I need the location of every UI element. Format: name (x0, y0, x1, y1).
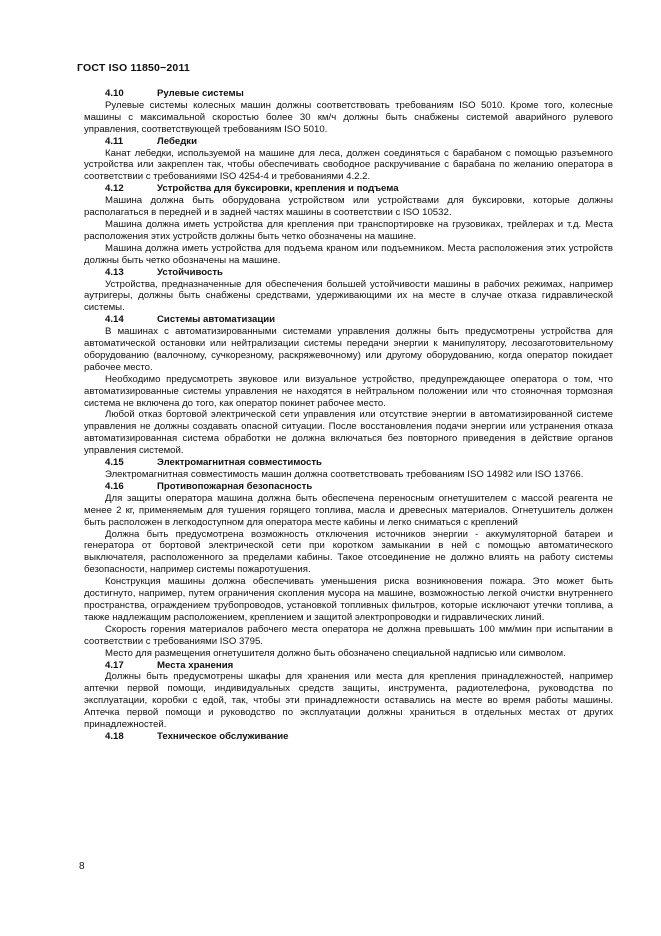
paragraph: Конструкция машины должна обеспечивать уменьшения риска возникновения пожара. Это может быть достигнуто, например, путем ограничения скопления мусора на машине, возможностью легкой очистки внутреннего пространства, ограждением трубопроводов, установкой топливных фильтров, которые исключают утечки топлива, а также надлежащим расположением, креплением и защитой электропроводки и гидравлических линий. (84, 576, 613, 623)
paragraph: Рулевые системы колесных машин должны соответствовать требованиям ISO 5010. Кроме того, колесные машины с максимальной скоростью более 30 км/ч должны быть снабжены системой аварийного рулевого управления, соответствующей требованиям ISO 5010. (84, 99, 613, 135)
section-heading: 4.11 Лебедки (105, 135, 197, 147)
paragraph: Электромагнитная совместимость машин должна соответствовать требованиям ISO 14982 или ISO 13766. (105, 469, 584, 480)
section-heading: 4.16 Противопожарная безопасность (105, 480, 313, 492)
paragraph: Место для размещения огнетушителя должно быть обозначено специальной надписью или символом. (105, 647, 566, 659)
section-heading: 4.15 Электромагнитная совместимость (105, 457, 322, 469)
section-heading: 4.10 Рулевые системы (105, 88, 244, 99)
section-heading: 4.18 Техническое обслуживание (105, 730, 289, 742)
paragraph: Любой отказ бортовой электрической сети управления или отсутствие энергии в автоматизированной системе управления не должны создавать опасной ситуации. После восстановления подачи энергии или устранения отказа автоматизированная система обработки не должна включаться без повторного приведения в действие органов управления системой. (84, 409, 613, 457)
paragraph: Машина должна иметь устройства для крепления при транспортировке на грузовиках, трейлерах и т.д. Места расположения этих устройств должны быть четко обозначены на машине. (84, 218, 613, 242)
document-body (84, 88, 613, 743)
document-header: ГОСТ ISO 11850−2011 (77, 62, 190, 74)
section-heading: 4.12 Устройства для буксировки, крепления и подъема (105, 183, 399, 195)
paragraph: Скорость горения материалов рабочего места оператора не должна превышать 100 мм/мин при испытании в соответствии с требованиями ISO 3795. (84, 623, 613, 647)
paragraph: Должны быть предусмотрены шкафы для хранения или места для крепления принадлежностей, например аптечки первой помощи, индивидуальных средств защиты, инструмента, радиотелефона, руководства по эксплуатации, коробки с едой, так, чтобы эти принадлежности оставались на месте во время работы машины. Аптечка первой помощи и руководство по эксплуатации должны храниться в отдельных местах от других принадлежностей. (84, 671, 613, 731)
paragraph: Машина должна иметь устройства для подъема краном или подъемником. Места расположения этих устройств должны быть четко обозначены на машине. (84, 242, 613, 266)
section-heading: 4.14 Системы автоматизации (105, 314, 276, 326)
paragraph: В машинах с автоматизированными системами управления должны быть предусмотрены устройства для автоматической остановки или нейтрализации системы передачи энергии к манипулятору, лесозаготовительному оборудованию (валочному, сучкорезному, раскряжевочному) или другому оборудованию, когда оператор покидает рабочее место. (84, 326, 613, 373)
paragraph: Для защиты оператора машина должна быть обеспечена переносным огнетушителем с массой реагента не менее 2 кг, применяемым для тушения горящего топлива, масла и древесных материалов. Огнетушитель должен быть расположен в легкодоступном для оператора месте кабины и легко сниматься с креплений (84, 492, 613, 528)
paragraph: Канат лебедки, используемой на машине для леса, должен соединяться с барабаном с помощью разъемного устройства или закреплен так, чтобы обеспечивать свободное раскручивание с барабана по желанию оператора в соответствии с требованиями ISO 4254-4 и требованиями 4.2.2. (84, 147, 613, 183)
paragraph: Необходимо предусмотреть звуковое или визуальное устройство, предупреждающее оператора о том, что автоматизированные системы управления не находятся в нейтральном положении или что стояночная тормозная система не включена до того, как оператор покинет рабочее место. (84, 373, 613, 409)
paragraph: Устройства, предназначенные для обеспечения большей устойчивости машины в рабочих режимах, например аутригеры, должны быть снабжены средствами, удерживающими их на месте в случае отказа гидравлической системы. (84, 278, 613, 314)
paragraph: Машина должна быть оборудована устройством или устройствами для буксировки, которые должны располагаться в передней и в задней частях машины в соответствии с ISO 10532. (84, 195, 613, 219)
paragraph: Должна быть предусмотрена возможность отключения источников энергии - аккумуляторной батареи и генератора от бортовой электрической сети при коротком замыкании в ней с помощью автоматического выключателя, расположенного за пределами кабины. Такое отсоединение не должно влиять на работу системы безопасности, например системы пожаротушения. (84, 528, 613, 576)
section-heading: 4.17 Места хранения (105, 659, 234, 671)
page-number: 8 (79, 861, 85, 872)
section-heading: 4.13 Устойчивость (105, 266, 223, 278)
